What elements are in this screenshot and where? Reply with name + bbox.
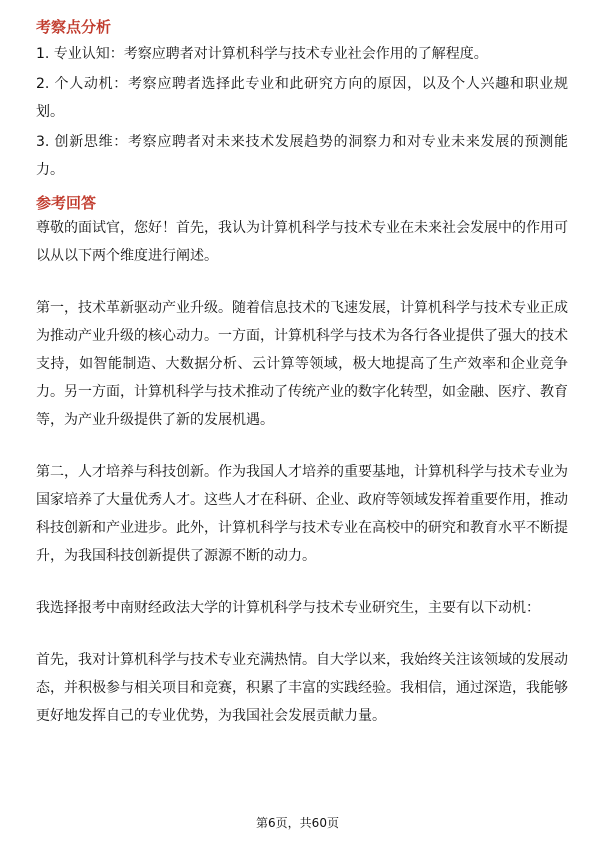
answer-paragraph: 我选择报考中南财经政法大学的计算机科学与技术专业研究生，主要有以下动机： bbox=[36, 600, 540, 616]
analysis-heading: 考察点分析 bbox=[36, 18, 112, 36]
document-page bbox=[36, 16, 568, 730]
answer-paragraph: 尊敬的面试官，您好！首先，我认为计算机科学与技术专业在未来社会发展中的作用可以从以下两个维度进行阐述。 bbox=[36, 220, 568, 264]
analysis-item: 3. 创新思维：考察应聘者对未来技术发展趋势的洞察力和对专业未来发展的预测能力。 bbox=[36, 134, 568, 178]
analysis-item: 2. 个人动机：考察应聘者选择此专业和此研究方向的原因，以及个人兴趣和职业规划。 bbox=[36, 76, 568, 120]
answer-heading: 参考回答 bbox=[36, 194, 97, 212]
page-number: 第6页，共60页 bbox=[256, 816, 339, 830]
answer-paragraph: 第二，人才培养与科技创新。作为我国人才培养的重要基地，计算机科学与技术专业为国家培养了大量优秀人才。这些人才在科研、企业、政府等领域发挥着重要作用，推动科技创新和产业进步。此外，计算机科学与技术专业在高校中的研究和教育水平不断提升，为我国科技创新提供了源源不断的动力。 bbox=[36, 464, 568, 564]
answer-paragraph: 首先，我对计算机科学与技术专业充满热情。自大学以来，我始终关注该领域的发展动态，并积极参与相关项目和竞赛，积累了丰富的实践经验。我相信，通过深造，我能够更好地发挥自己的专业优势，为我国社会发展贡献力量。 bbox=[36, 652, 568, 724]
analysis-item: 1. 专业认知：考察应聘者对计算机科学与技术专业社会作用的了解程度。 bbox=[36, 46, 488, 62]
answer-paragraph: 第一，技术革新驱动产业升级。随着信息技术的飞速发展，计算机科学与技术专业正成为推动产业升级的核心动力。一方面，计算机科学与技术为各行各业提供了强大的技术支持，如智能制造、大数据分析、云计算等领域，极大地提高了生产效率和企业竞争力。另一方面，计算机科学与技术推动了传统产业的数字化转型，如金融、医疗、教育等，为产业升级提供了新的发展机遇。 bbox=[36, 300, 568, 428]
